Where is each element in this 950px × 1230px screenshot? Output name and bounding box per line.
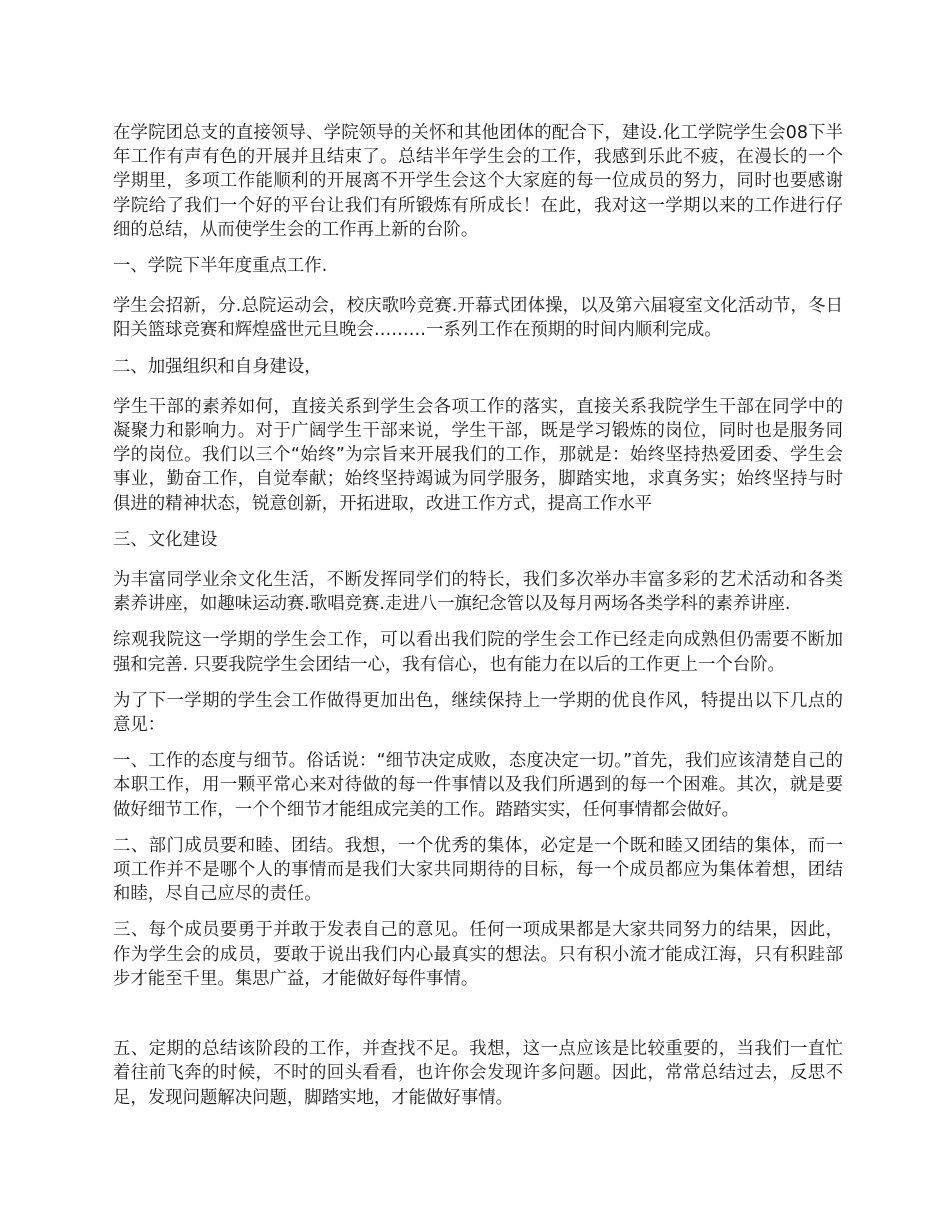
organization-paragraph: 学生干部的素养如何，直接关系到学生会各项工作的落实，直接关系我院学生干部在同学中的凝聚力和影响力。对于广阔学生干部来说，学生干部，既是学习锻炼的岗位，同时也是服务同学的岗位。我们以三个“始终”为宗旨来开展我们的工作，那就是：始终坚持热爱团委、学生会事业，勤奋工作，自觉奉献；始终坚持竭诚为同学服务，脚踏实地，求真务实；始终坚持与时俱进的精神状态，锐意创新，开拓进取，改进工作方式，提高工作水平	[113, 396, 843, 514]
blank-gap	[113, 1003, 843, 1037]
key-work-paragraph: 学生会招新，分.总院运动会，校庆歌吟竞赛.开幕式团体操，以及第六届寝室文化活动节，冬日阳关篮球竞赛和辉煌盛世元旦晚会………一系列工作在预期的时间内顺利完成。	[113, 296, 843, 341]
suggestion-attitude-paragraph: 一、工作的态度与细节。俗话说：“细节决定成败，态度决定一切。”首先，我们应该清楚自己的本职工作，用一颗平常心来对待做的每一件事情以及我们所遇到的每一个困难。其次，就是要做好细节工作，一个个细节才能组成完美的工作。踏踏实实，任何事情都会做好。	[113, 751, 843, 820]
suggestion-unity-paragraph: 二、部门成员要和睦、团结。我想，一个优秀的集体，必定是一个既和睦又团结的集体，而一项工作并不是哪个人的事情而是我们大家共同期待的目标，每一个成员都应为集体着想，团结和睦，尽自己应尽的责任。	[113, 835, 843, 905]
suggestions-intro-paragraph: 为了下一学期的学生会工作做得更加出色，继续保持上一学期的优良作风，特提出以下几点的意见：	[113, 690, 843, 736]
document-body	[113, 121, 843, 1122]
section-heading-culture: 三、文化建设	[113, 529, 218, 550]
suggestion-opinions-paragraph: 三、每个成员要勇于并敢于发表自己的意见。任何一项成果都是大家共同努力的结果，因此，作为学生会的成员，要敢于说出我们内心最真实的想法。只有积小流才能成江海，只有积跬部步才能至千里。集思广益，才能做好每件事情。	[113, 920, 843, 989]
section-heading-key-work: 一、学院下半年度重点工作.	[113, 256, 328, 277]
intro-paragraph: 在学院团总支的直接领导、学院领导的关怀和其他团体的配合下，建设.化工学院学生会08下半年工作有声有色的开展并且结束了。总结半年学生会的工作，我感到乐此不疲，在漫长的一个学期里，多项工作能顺利的开展离不开学生会这个大家庭的每一位成员的努力，同时也要感谢学院给了我们一个好的平台让我们有所锻炼有所成长！在此，我对这一学期以来的工作进行仔细的总结，从而使学生会的工作再上新的台阶。	[113, 123, 843, 240]
section-heading-organization: 二、加强组织和自身建设，	[113, 356, 322, 377]
culture-paragraph: 为丰富同学业余文化生活，不断发挥同学们的特长，我们多次举办丰富多彩的艺术活动和各类素养讲座，如趣味运动赛.歌唱竞赛.走进八一旗纪念管以及每月两场各类学科的素养讲座.	[113, 570, 843, 615]
suggestion-review-paragraph: 五、定期的总结该阶段的工作，并查找不足。我想，这一点应该是比较重要的，当我们一直忙着往前飞奔的时候，不时的回头看看，也许你会发现许多问题。因此，常常总结过去，反思不足，发现问题解决问题，脚踏实地，才能做好事情。	[113, 1039, 843, 1108]
summary-paragraph: 综观我院这一学期的学生会工作，可以看出我们院的学生会工作已经走向成熟但仍需要不断加强和完善. 只要我院学生会团结一心，我有信心，也有能力在以后的工作更上一个台阶。	[113, 630, 843, 675]
